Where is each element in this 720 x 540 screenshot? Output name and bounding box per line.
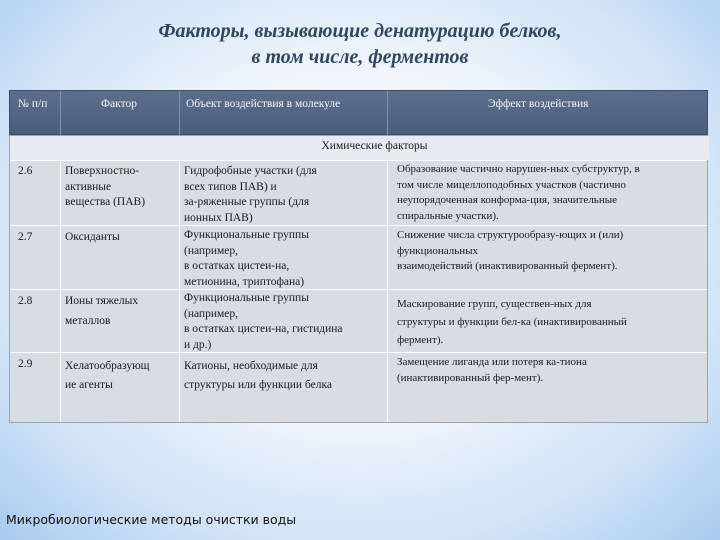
row-2-9-factor: Хелатообразующ ие агенты <box>65 360 150 391</box>
row-divider <box>10 160 707 161</box>
row-2-8-object: Функциональные группы (например, в остатках цистеи-на, гистидина и др.) <box>184 292 343 351</box>
col-divider <box>60 160 61 422</box>
row-2-6-object: Гидрофобные участки (для всех типов ПАВ) и за-ряженные группы (для ионных ПАВ) <box>184 165 317 224</box>
header-factor: Фактор <box>61 91 180 136</box>
header-object: Объект воздействия в молекуле <box>180 91 388 136</box>
title-line-2: в том числе, ферментов <box>251 46 469 68</box>
row-2-7-effect: Снижение числа структурообразу-ющих и (или) функциональных взаимодействий (инактивированный фермент). <box>397 229 624 272</box>
row-2-7-object: Функциональные группы (например, в остатках цистеи-на, метионина, триптофана) <box>184 229 309 288</box>
table-header <box>9 90 708 135</box>
row-2-7-factor: Оксиданты <box>65 231 120 243</box>
row-2-9-num: 2.9 <box>18 358 33 370</box>
row-2-7-num: 2.7 <box>18 231 33 243</box>
footer-caption: Микробиологические методы очистки воды <box>6 512 297 527</box>
row-2-6-effect: Образование частично нарушен-ных субструктур, в том числе мицеллоподобных участков (частично неупорядоченная конформа-ция, значительные спиральные участки). <box>397 163 640 222</box>
title-line-1: Факторы, вызывающие денатурацию белков, <box>158 20 562 42</box>
row-2-9-effect: Замещение лиганда или потеря ка-тиона (инактивированный фер-мент). <box>397 356 587 384</box>
section-label: Химические факторы <box>321 140 428 152</box>
factors-table <box>9 90 708 423</box>
row-2-6-num: 2.6 <box>18 165 33 177</box>
header-num: № п/п <box>10 91 61 136</box>
col-divider <box>387 160 388 422</box>
row-2-8-factor: Ионы тяжелых металлов <box>65 295 139 327</box>
table-body <box>9 135 708 423</box>
row-2-6-factor: Поверхностно- активные вещества (ПАВ) <box>65 165 146 208</box>
col-divider <box>179 160 180 422</box>
row-2-9-object: Катионы, необходимые для структуры или функции белка <box>184 360 333 391</box>
header-effect: Эффект воздействия <box>488 98 589 110</box>
row-2-8-effect: Маскирование групп, существен-ных для структуры и функции бел-ка (инактивированный фермент). <box>397 298 627 346</box>
page-title <box>0 18 720 70</box>
row-2-8-num: 2.8 <box>18 295 33 307</box>
